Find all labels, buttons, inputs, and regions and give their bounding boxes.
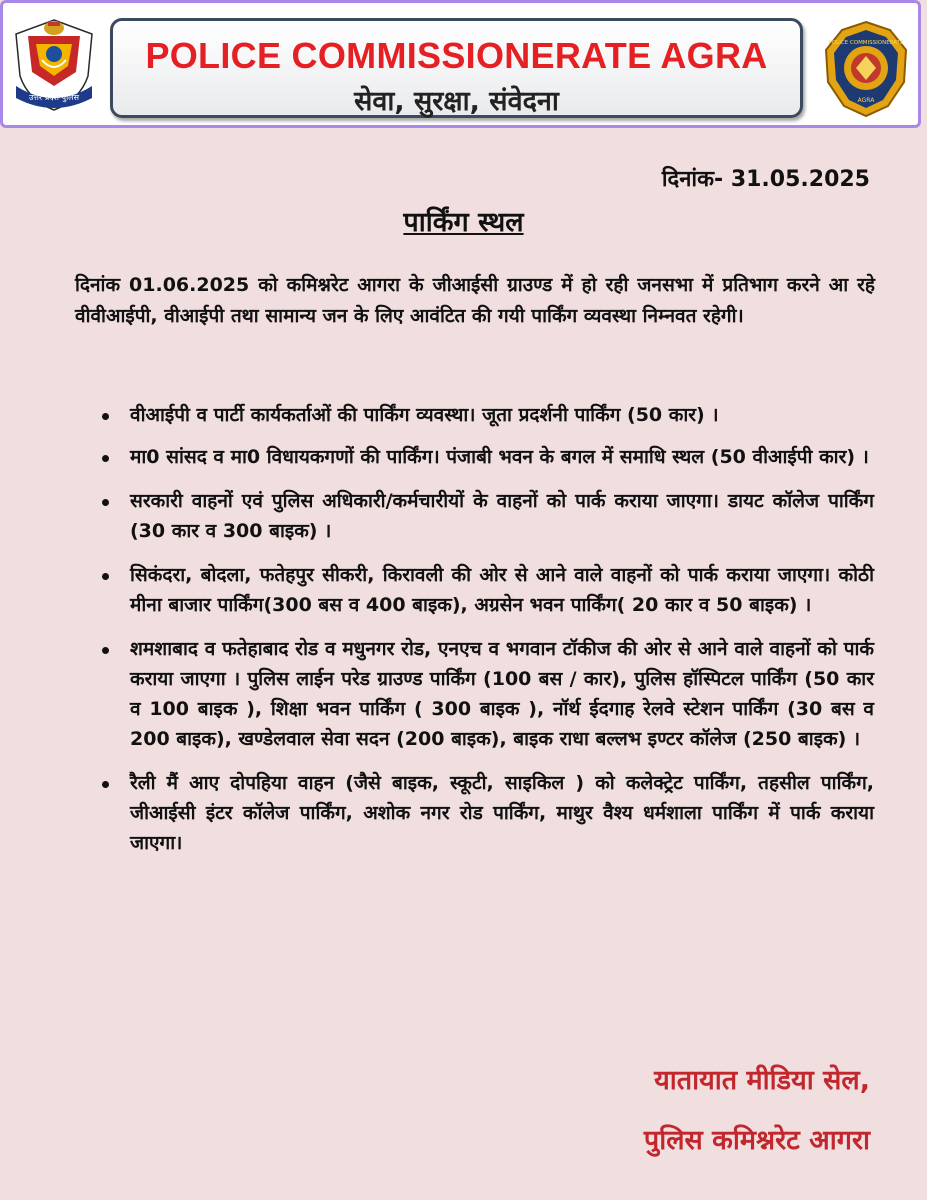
- bullet-icon: [102, 455, 109, 462]
- page-title: POLICE COMMISSIONERATE AGRA: [145, 35, 768, 76]
- list-item: [90, 442, 874, 472]
- list-item: [90, 768, 874, 858]
- right-logo-bottom-text: AGRA: [857, 97, 875, 104]
- signature-line-2: पुलिस कमिश्नरेट आगरा: [643, 1125, 870, 1156]
- list-item: [90, 560, 874, 620]
- parking-list: [90, 400, 874, 858]
- intro-paragraph: दिनांक 01.06.2025 को कमिश्नरेट आगरा के जीआईसी ग्राउण्ड में हो रही जनसभा में प्रतिभाग करने आ रहे वीवीआईपी, वीआईपी तथा सामान्य जन के लिए आवंटित की गयी पार्किंग व्यवस्था निम्नवत रहेगी।: [75, 274, 875, 327]
- bullet-icon: [102, 647, 109, 654]
- list-item-text: वीआईपी व पार्टी कार्यकर्ताओं की पार्किंग व्यवस्था। जूता प्रदर्शनी पार्किंग (50 कार) ।: [130, 404, 719, 426]
- list-item-text: शमशाबाद व फतेहाबाद रोड व मधुनगर रोड, एनएच व भगवान टॉकीज की ओर से आने वाले वाहनों को पार्क कराया जाएगा । पुलिस लाईन परेड ग्राउण्ड पार्किंग (100 बस / कार), पुलिस हॉस्पिटल पार्किंग (50 कार व 100 बाइक ), शिक्षा भवन पार्किंग ( 300 बाइक ), नॉर्थ ईदगाह रेलवे स्टेशन पार्किंग (30 बस व 200 बाइक), खण्डेलवाल सेवा सदन (200 बाइक), बाइक राधा बल्लभ इण्टर कॉलेज (250 बाइक) ।: [130, 638, 874, 750]
- title-box: [110, 18, 803, 118]
- list-item-text: सिकंदरा, बोदला, फतेहपुर सीकरी, किरावली की ओर से आने वाले वाहनों को पार्क कराया जाएगा। कोठी मीना बाजार पार्किंग(300 बस व 400 बाइक), अग्रसेन भवन पार्किंग( 20 कार व 50 बाइक) ।: [130, 564, 874, 616]
- commissionerate-badge-icon: [820, 20, 912, 120]
- signature-line-1: यातायात मीडिया सेल,: [654, 1065, 870, 1096]
- tagline: सेवा, सुरक्षा, संवेदना: [354, 86, 559, 117]
- list-item-text: सरकारी वाहनों एवं पुलिस अधिकारी/कर्मचारीयों के वाहनों को पार्क कराया जाएगा। डायट कॉलेज पार्किंग (30 कार व 300 बाइक) ।: [130, 490, 874, 542]
- list-item: [90, 634, 874, 754]
- bullet-icon: [102, 499, 109, 506]
- list-item-text: मा0 सांसद व मा0 विधायकगणों की पार्किंग। पंजाबी भवन के बगल में समाधि स्थल (50 वीआईपी कार) ।: [130, 446, 869, 468]
- bullet-icon: [102, 573, 109, 580]
- list-item-text: रैली मैं आए दोपहिया वाहन (जैसे बाइक, स्कूटी, साइकिल ) को कलेक्ट्रेट पार्किंग, तहसील पार्किंग, जीआईसी इंटर कॉलेज पार्किंग, अशोक नगर रोड पार्किंग, माथुर वैश्य धर्मशाला पार्किंग में पार्क कराया जाएगा।: [130, 772, 874, 854]
- left-logo-text: उत्तर प्रदेश पुलिस: [29, 93, 79, 102]
- notice-date: दिनांक- 31.05.2025: [661, 167, 870, 192]
- list-item: [90, 486, 874, 546]
- list-item: [90, 400, 874, 430]
- right-logo-top-text: POLICE COMMISSIONERATE: [828, 40, 904, 46]
- bullet-icon: [102, 781, 109, 788]
- bullet-icon: [102, 413, 109, 420]
- notice-heading: पार्किंग स्थल: [403, 207, 524, 238]
- up-police-emblem-icon: [8, 14, 100, 114]
